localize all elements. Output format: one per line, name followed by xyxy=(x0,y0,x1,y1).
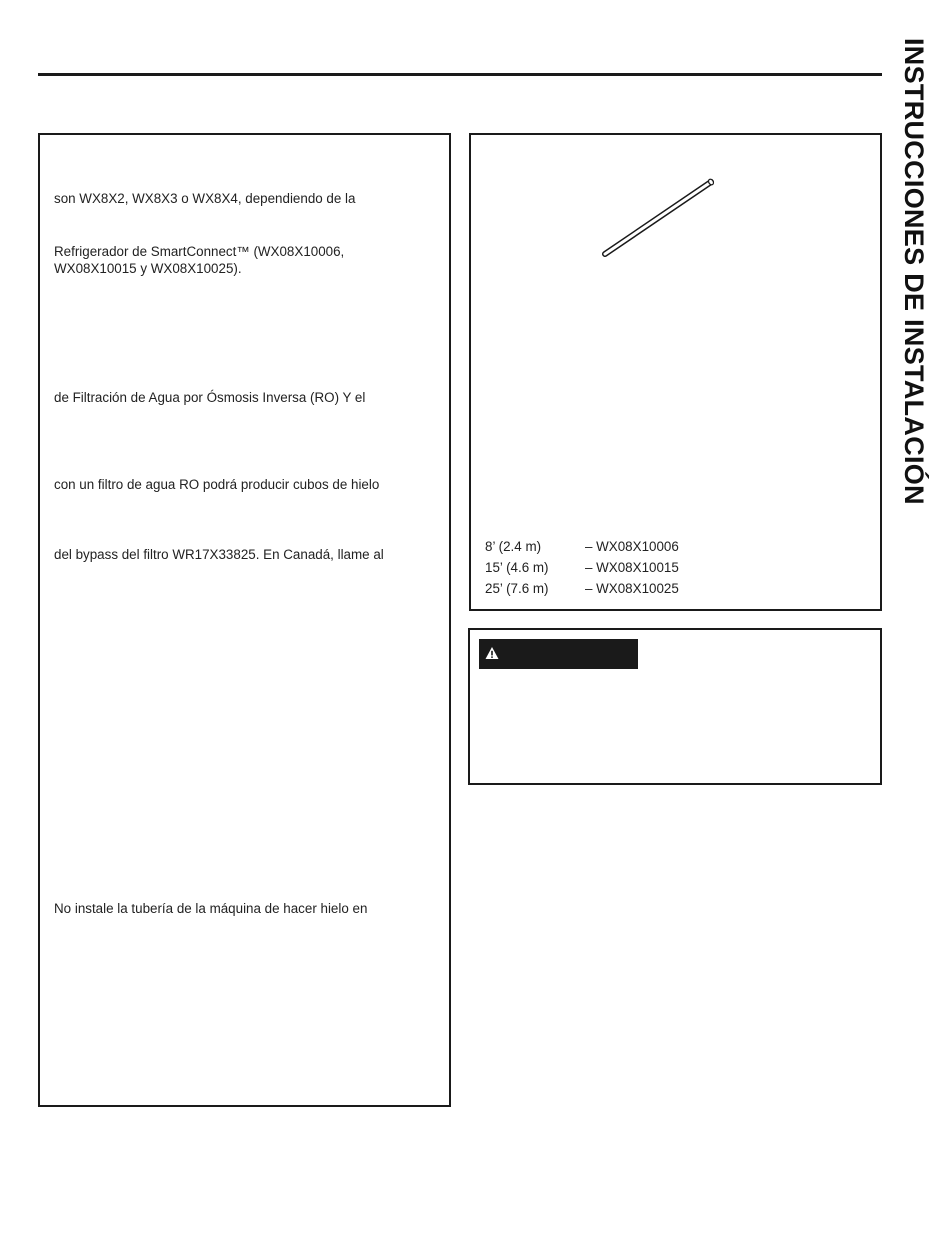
text-line: de Filtración de Agua por Ósmosis Inversa (RO) Y el xyxy=(54,390,366,405)
tubing-part-number: – WX08X10025 xyxy=(585,581,679,596)
text-line: del bypass del filtro WR17X33825. En Canadá, llame al xyxy=(54,547,384,562)
header-rule xyxy=(38,73,882,76)
text-line: son WX8X2, WX8X3 o WX8X4, dependiendo de la xyxy=(54,191,356,206)
water-tubing-illustration xyxy=(597,175,722,263)
warning-label xyxy=(479,639,638,669)
tubing-length: 15’ (4.6 m) xyxy=(485,560,549,575)
text-line: No instale la tubería de la máquina de hacer hielo en xyxy=(54,901,368,916)
tubing-part-number: – WX08X10015 xyxy=(585,560,679,575)
text-line: con un filtro de agua RO podrá producir cubos de hielo xyxy=(54,477,380,492)
section-title-vertical: INSTRUCCIONES DE INSTALACIÓN xyxy=(899,38,929,505)
text-line: Refrigerador de SmartConnect™ (WX08X10006, xyxy=(54,244,345,259)
text-line: WX08X10015 y WX08X10025). xyxy=(54,261,242,276)
tubing-length: 8’ (2.4 m) xyxy=(485,539,542,554)
left-info-panel xyxy=(38,133,451,1107)
tubing-part-number: – WX08X10006 xyxy=(585,539,679,554)
warning-triangle-icon xyxy=(485,646,499,660)
tubing-length: 25’ (7.6 m) xyxy=(485,581,549,596)
